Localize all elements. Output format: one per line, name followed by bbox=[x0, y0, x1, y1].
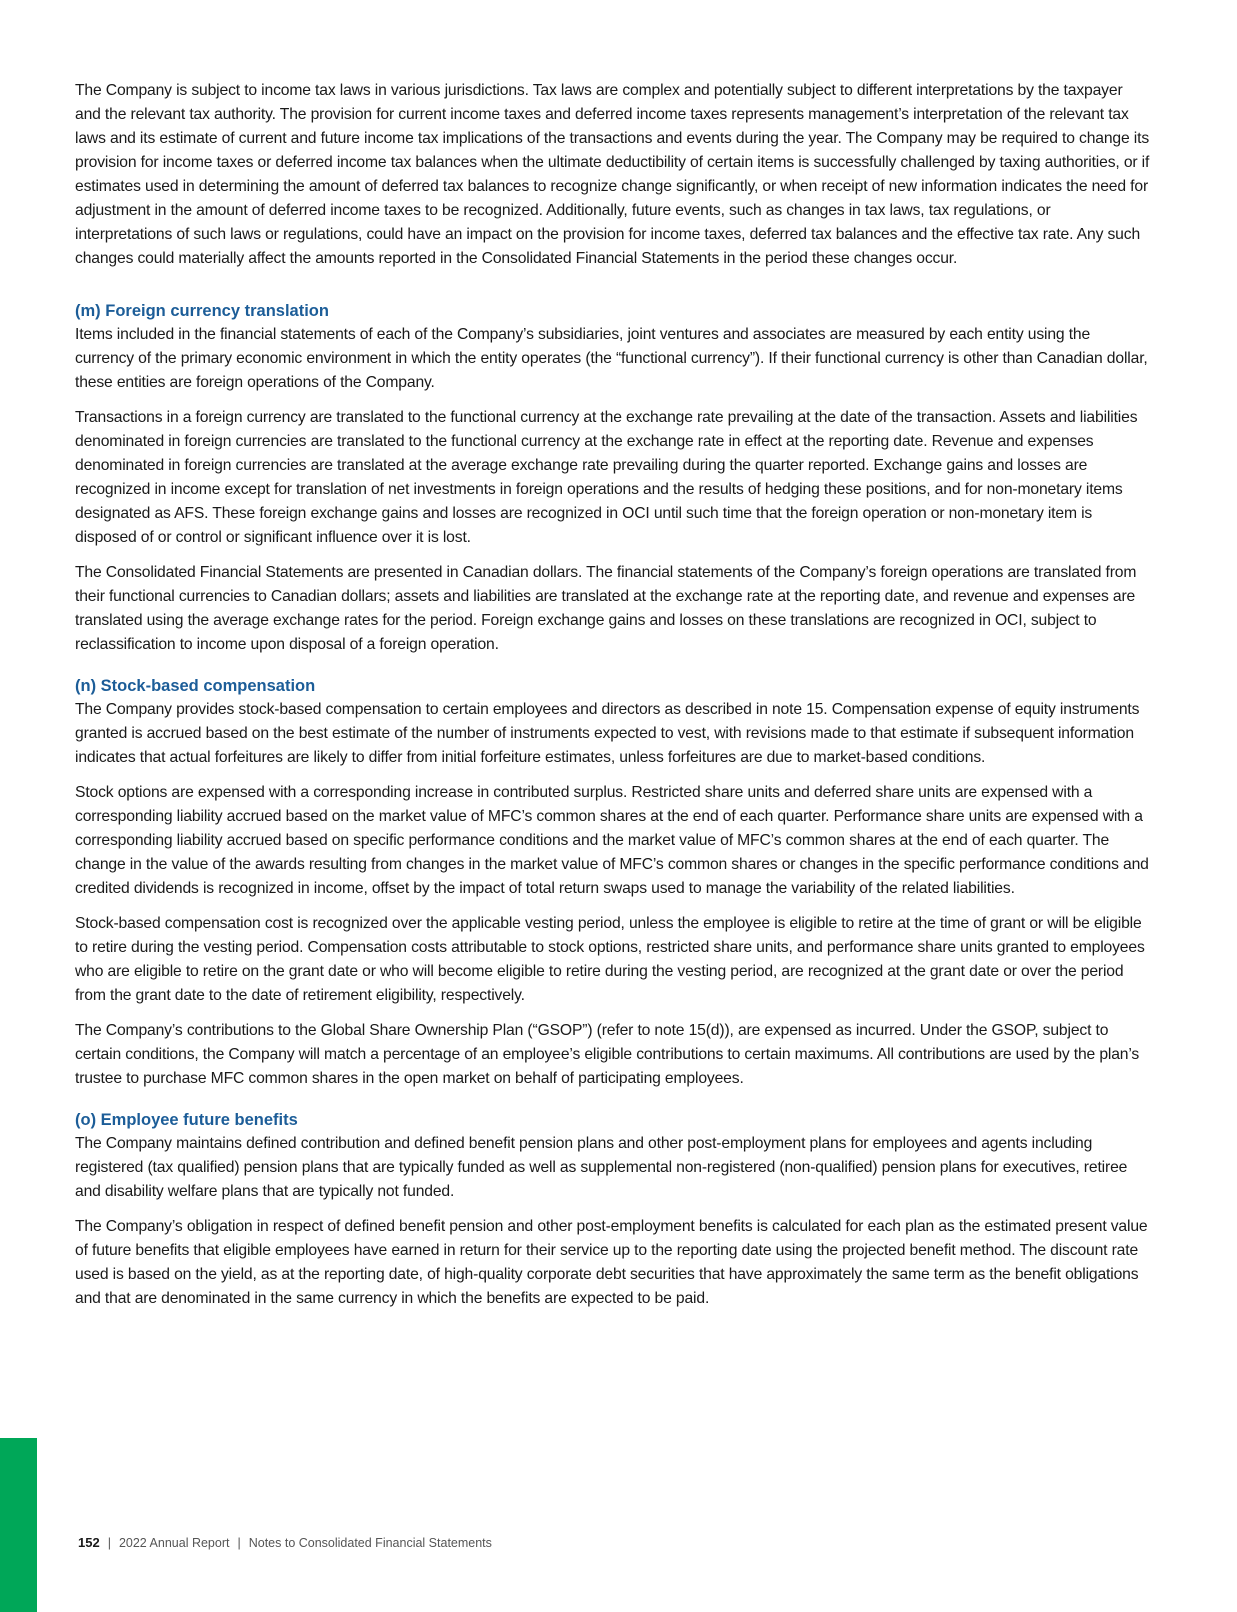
paragraph: Items included in the financial statements of each of the Company’s subsidiaries, joint ventures and associates are measured by each entity using the currency of the primary economic environment in which the entity operates (the “functional currency”). If their functional currency is other than Canadian dollar, these entities are foreign operations of the Company. bbox=[75, 326, 1148, 391]
paragraph: The Consolidated Financial Statements are presented in Canadian dollars. The financial statements of the Company’s foreign operations are translated from their functional currencies to Canadian dollars; assets and liabilities are translated at the exchange rate at the reporting date, and revenue and expenses are translated using the average exchange rates for the period. Foreign exchange gains and losses on these translations are recognized in OCI, subject to reclassification to income upon disposal of a foreign operation. bbox=[75, 564, 1137, 653]
section-heading: (o) Employee future benefits bbox=[75, 1111, 298, 1129]
paragraph: The Company’s obligation in respect of defined benefit pension and other post-employment benefits is calculated for each plan as the estimated present value of future benefits that eligible employees have earned in return for their service up to the reporting date using the projected benefit method. The discount rate used is based on the yield, as at the reporting date, of high-quality corporate debt securities that have approximately the same term as the benefit obligations and that are denominated in the same currency in which the benefits are expected to be paid. bbox=[75, 1218, 1148, 1307]
section-employee-future-benefits bbox=[75, 1108, 1150, 1311]
page-number: 152 bbox=[78, 1535, 100, 1550]
footer-separator: | bbox=[237, 1536, 241, 1550]
page-footer bbox=[78, 1535, 492, 1550]
footer-separator: | bbox=[107, 1536, 111, 1550]
paragraph: Transactions in a foreign currency are translated to the functional currency at the exchange rate prevailing at the date of the transaction. Assets and liabilities denominated in foreign currencies are translated to the functional currency at the exchange rate in effect at the reporting date. Revenue and expenses denominated in foreign currencies are translated at the average exchange rate prevailing during the quarter reported. Exchange gains and losses are recognized in income except for translation of net investments in foreign operations and the results of hedging these positions, and for non-monetary items designated as AFS. These foreign exchange gains and losses are recognized in OCI until such time that the foreign operation or non-monetary item is disposed of or control or significant influence over it is lost. bbox=[75, 409, 1138, 546]
section-foreign-currency-translation bbox=[75, 299, 1150, 657]
green-accent-bar bbox=[0, 1438, 37, 1612]
paragraph: The Company maintains defined contribution and defined benefit pension plans and other post-employment plans for employees and agents including registered (tax qualified) pension plans that are typically funded as well as supplemental non-registered (non-qualified) pension plans for executives, retiree and disability welfare plans that are typically not funded. bbox=[75, 1135, 1128, 1200]
paragraph: Stock options are expensed with a corresponding increase in contributed surplus. Restricted share units and deferred share units are expensed with a corresponding liability accrued based on the market value of MFC’s common shares at the end of each quarter. Performance share units are expensed with a corresponding liability accrued based on specific performance conditions and the market value of MFC’s common shares at the end of each quarter. The change in the value of the awards resulting from changes in the market value of MFC’s common shares or changes in the specific performance conditions and credited dividends is recognized in income, offset by the impact of total return swaps used to manage the variability of the related liabilities. bbox=[75, 784, 1149, 897]
intro-paragraph: The Company is subject to income tax laws in various jurisdictions. Tax laws are complex and potentially subject to different interpretations by the taxpayer and the relevant tax authority. The provision for current income taxes and deferred income taxes represents management’s interpretation of the relevant tax laws and its estimate of current and future income tax implications of the transactions and events during the year. The Company may be required to change its provision for income taxes or deferred income tax balances when the ultimate deductibility of certain items is successfully challenged by taxing authorities, or if estimates used in determining the amount of deferred tax balances to recognize change significantly, or when receipt of new information indicates the need for adjustment in the amount of deferred income taxes to be recognized. Additionally, future events, such as changes in tax laws, tax regulations, or interpretations of such laws or regulations, could have an impact on the provision for income taxes, deferred tax balances and the effective tax rate. Any such changes could materially affect the amounts reported in the Consolidated Financial Statements in the period these changes occur. bbox=[75, 82, 1150, 267]
section-heading: (m) Foreign currency translation bbox=[75, 302, 329, 320]
section-title: Notes to Consolidated Financial Statements bbox=[248, 1536, 492, 1550]
report-title: 2022 Annual Report bbox=[118, 1536, 230, 1550]
section-stock-based-compensation bbox=[75, 674, 1150, 1091]
paragraph: Stock-based compensation cost is recognized over the applicable vesting period, unless the employee is eligible to retire at the time of grant or will be eligible to retire during the vesting period. Compensation costs attributable to stock options, restricted share units, and performance share units granted to employees who are eligible to retire on the grant date or who will become eligible to retire during the vesting period, are recognized at the grant date or over the period from the grant date to the date of retirement eligibility, respectively. bbox=[75, 915, 1145, 1004]
paragraph: The Company’s contributions to the Global Share Ownership Plan (“GSOP”) (refer to note 15(d)), are expensed as incurred. Under the GSOP, subject to certain conditions, the Company will match a percentage of an employee’s eligible contributions to certain maximums. All contributions are used by the plan’s trustee to purchase MFC common shares in the open market on behalf of participating employees. bbox=[75, 1022, 1140, 1087]
paragraph: The Company provides stock-based compensation to certain employees and directors as described in note 15. Compensation expense of equity instruments granted is accrued based on the best estimate of the number of instruments expected to vest, with revisions made to that estimate if subsequent information indicates that actual forfeitures are likely to differ from initial forfeiture estimates, unless forfeitures are due to market-based conditions. bbox=[75, 701, 1140, 766]
page-content bbox=[75, 79, 1150, 1328]
section-heading: (n) Stock-based compensation bbox=[75, 677, 316, 695]
